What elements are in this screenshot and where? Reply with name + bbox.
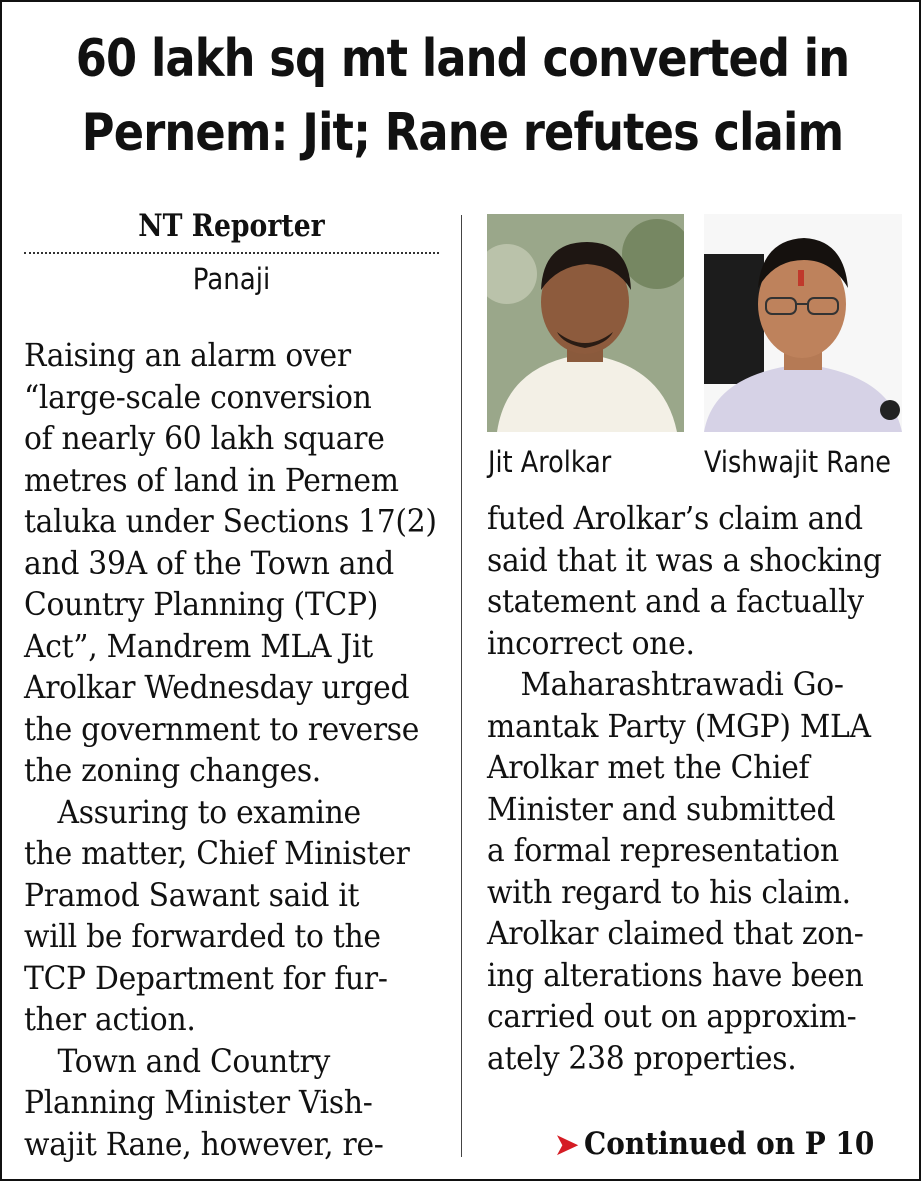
paragraph	[24, 1041, 444, 1166]
byline-divider	[24, 252, 439, 254]
portrait-illustration	[487, 214, 684, 432]
text-line: the zoning changes.	[24, 751, 322, 789]
text-line: taluka under Sections 17(2)	[24, 502, 437, 540]
photo-jit-arolkar	[487, 214, 684, 432]
headline	[66, 22, 858, 170]
photo-caption-right: Vishwajit Rane	[704, 445, 891, 479]
text-line: Arolkar claimed that zon-	[487, 914, 864, 952]
text-line: “large-scale conversion	[24, 377, 372, 416]
text-line: a formal representation	[487, 831, 839, 869]
column-divider	[461, 215, 462, 1157]
text-line: Planning Minister Vish-	[24, 1083, 373, 1121]
byline-name: NT Reporter	[138, 208, 325, 244]
paragraph	[487, 498, 902, 664]
article-column-2	[487, 498, 902, 1079]
paragraph	[24, 335, 444, 792]
text-line: Assuring to examine	[57, 792, 361, 831]
text-line: the government to reverse	[24, 709, 420, 748]
text-line: metres of land in Pernem	[24, 460, 399, 499]
continued-text: Continued on P 10	[584, 1126, 875, 1162]
text-line: statement and a factually	[487, 582, 864, 620]
text-line: will be forwarded to the	[24, 917, 381, 955]
paragraph	[24, 792, 444, 1041]
text-line: carried out on approxim-	[487, 997, 857, 1035]
text-line: futed Arolkar’s claim and	[487, 499, 863, 537]
continued-link[interactable]	[555, 1120, 907, 1169]
text-line: Maharashtrawadi Go-	[520, 665, 844, 703]
text-line: Country Planning (TCP)	[24, 585, 379, 623]
text-line: Arolkar met the Chief	[487, 748, 810, 786]
text-line: Town and Country	[57, 1041, 331, 1080]
text-line: Act”, Mandrem MLA Jit	[24, 626, 373, 665]
paragraph	[487, 664, 902, 1079]
headline-line-1: 60 lakh sq mt land converted in	[75, 29, 850, 89]
text-line: TCP Department for fur-	[24, 958, 388, 997]
text-line: with regard to his claim.	[487, 872, 851, 911]
text-line: Raising an alarm over	[24, 336, 351, 374]
text-line: ing alterations have been	[487, 955, 864, 994]
portrait-illustration	[704, 214, 902, 432]
text-line: mantak Party (MGP) MLA	[487, 706, 871, 745]
red-chevron-right-icon: ➤	[555, 1128, 579, 1161]
text-line: wajit Rane, however, re-	[24, 1124, 384, 1163]
photo-vishwajit-rane	[704, 214, 902, 432]
text-line: incorrect one.	[487, 623, 695, 662]
text-line: ately 238 properties.	[487, 1038, 797, 1077]
text-line: the matter, Chief Minister	[24, 834, 410, 872]
byline-place: Panaji	[192, 262, 271, 296]
text-line: and 39A of the Town and	[24, 543, 394, 582]
article-column-1	[24, 335, 444, 1165]
photo-caption-left: Jit Arolkar	[488, 445, 612, 479]
text-line: Pramod Sawant said it	[24, 875, 360, 914]
headline-line-2: Pernem: Jit; Rane refutes claim	[81, 103, 844, 163]
text-line: ther action.	[24, 1000, 196, 1038]
text-line: Arolkar Wednesday urged	[24, 668, 410, 706]
text-line: said that it was a shocking	[487, 540, 882, 579]
text-line: of nearly 60 lakh square	[24, 419, 385, 457]
text-line: Minister and submitted	[487, 789, 836, 828]
